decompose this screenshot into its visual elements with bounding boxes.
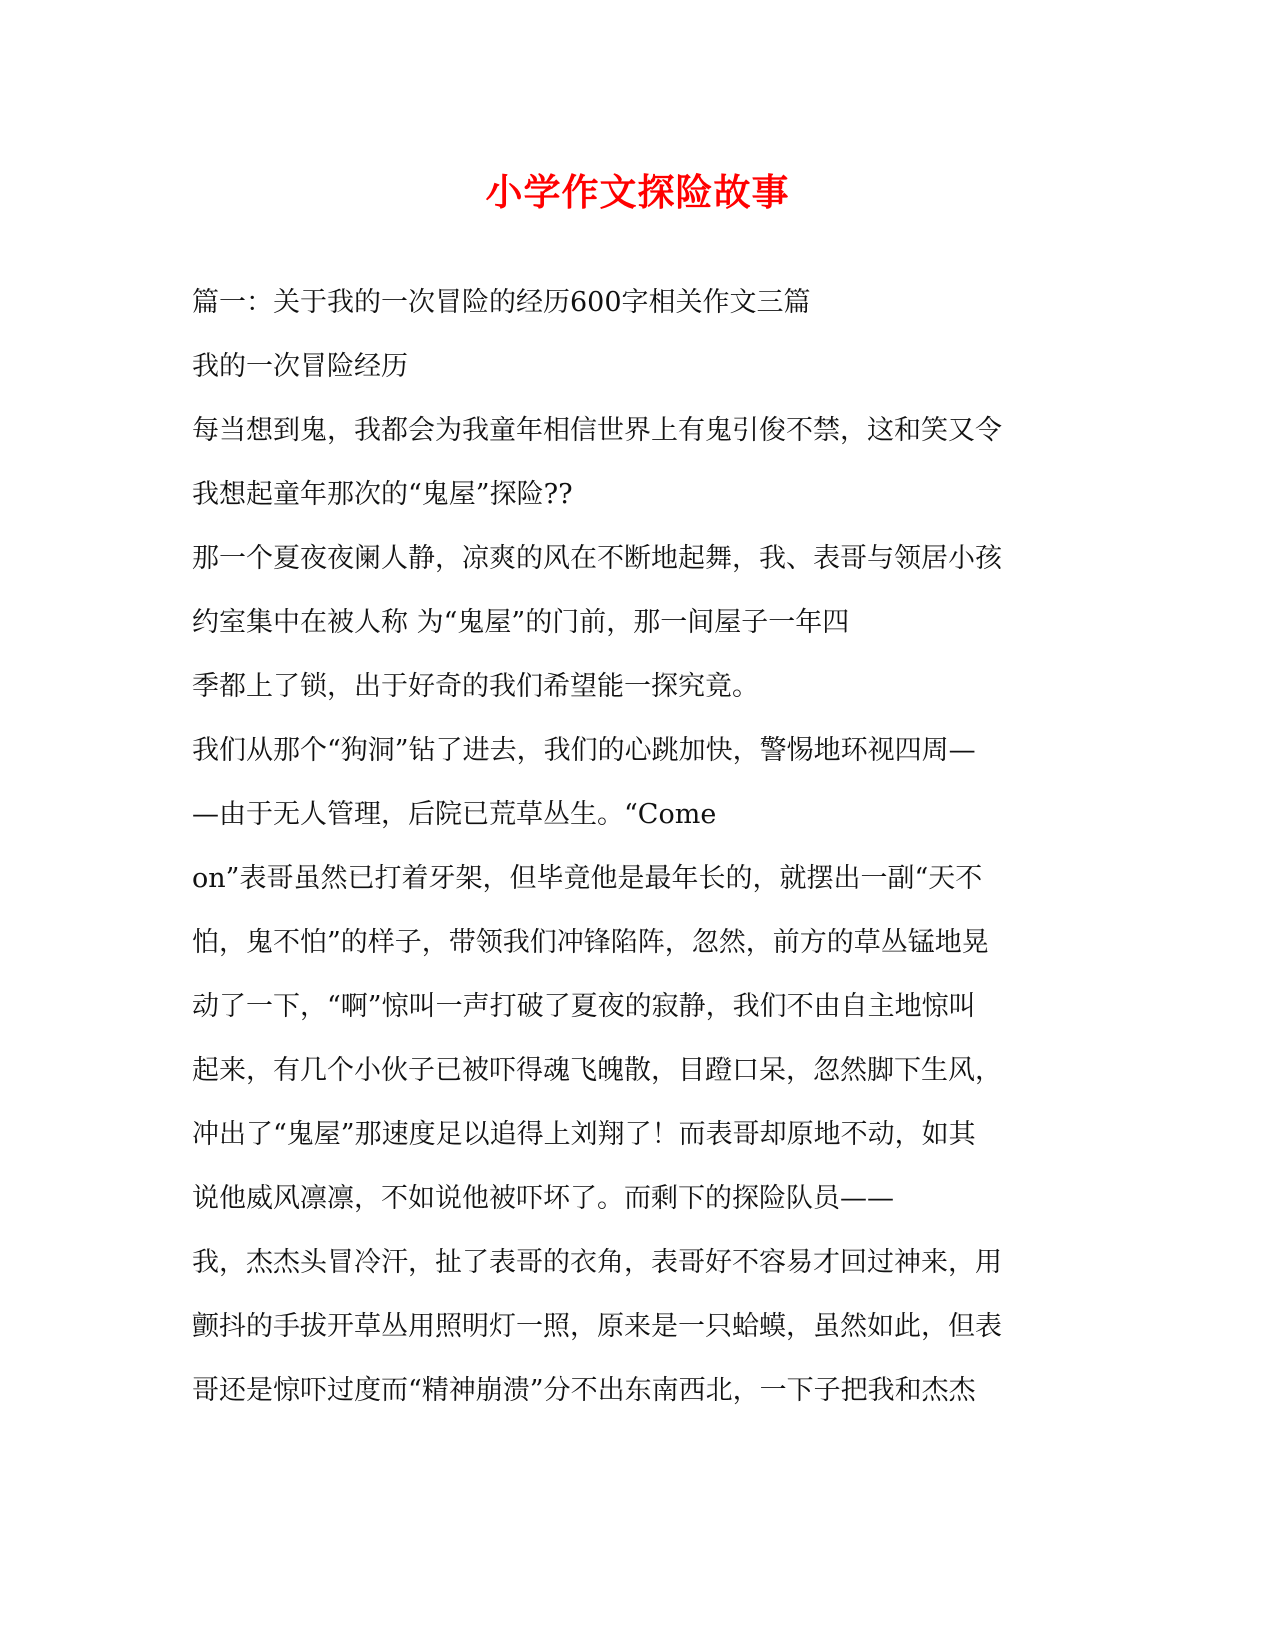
text-line: 哥还是惊吓过度而“精神崩溃”分不出东南西北，一下子把我和杰杰 — [192, 1375, 976, 1406]
text-line: 颤抖的手拔开草丛用照明灯一照，原来是一只蛤蟆，虽然如此，但表 — [192, 1311, 1002, 1342]
text-line: on”表哥虽然已打着牙架，但毕竟他是最年长的，就摆出一副“天不 — [192, 863, 983, 894]
text-line: 每当想到鬼，我都会为我童年相信世界上有鬼引俊不禁，这和笑又令 — [192, 415, 1002, 446]
text-line: 篇一：关于我的一次冒险的经历600字相关作文三篇 — [192, 287, 811, 318]
text-line: 我的一次冒险经历 — [192, 351, 408, 382]
text-line: 我们从那个“狗洞”钻了进去，我们的心跳加快，警惕地环视四周— — [192, 735, 976, 766]
text-line: 动了一下，“啊”惊叫一声打破了夏夜的寂静，我们不由自主地惊叫 — [192, 991, 976, 1022]
text-line: 约室集中在被人称 为“鬼屋”的门前，那一间屋子一年四 — [192, 607, 850, 638]
text-line: 冲出了“鬼屋”那速度足以追得上刘翔了！而表哥却原地不动，如其 — [192, 1119, 976, 1150]
document-title: 小学作文探险故事 — [485, 170, 790, 214]
text-line: —由于无人管理，后院已荒草丛生。“Come — [192, 799, 717, 830]
text-line: 说他威风凛凛，不如说他被吓坏了。而剩下的探险队员—— — [192, 1183, 894, 1214]
text-line: 那一个夏夜夜阑人静，凉爽的风在不断地起舞，我、表哥与领居小孩 — [192, 543, 1002, 574]
text-line: 怕，鬼不怕”的样子，带领我们冲锋陷阵，忽然，前方的草丛锰地晃 — [192, 927, 989, 958]
text-line: 我，杰杰头冒冷汗，扯了表哥的衣角，表哥好不容易才回过神来，用 — [192, 1247, 1002, 1278]
document-body — [192, 285, 1072, 1437]
text-line: 起来，有几个小伙子已被吓得魂飞魄散，目蹬口呆，忽然脚下生风， — [192, 1055, 1002, 1086]
text-line: 我想起童年那次的“鬼屋”探险?? — [192, 479, 573, 510]
text-line: 季都上了锁，出于好奇的我们希望能一探究竟。 — [192, 671, 759, 702]
